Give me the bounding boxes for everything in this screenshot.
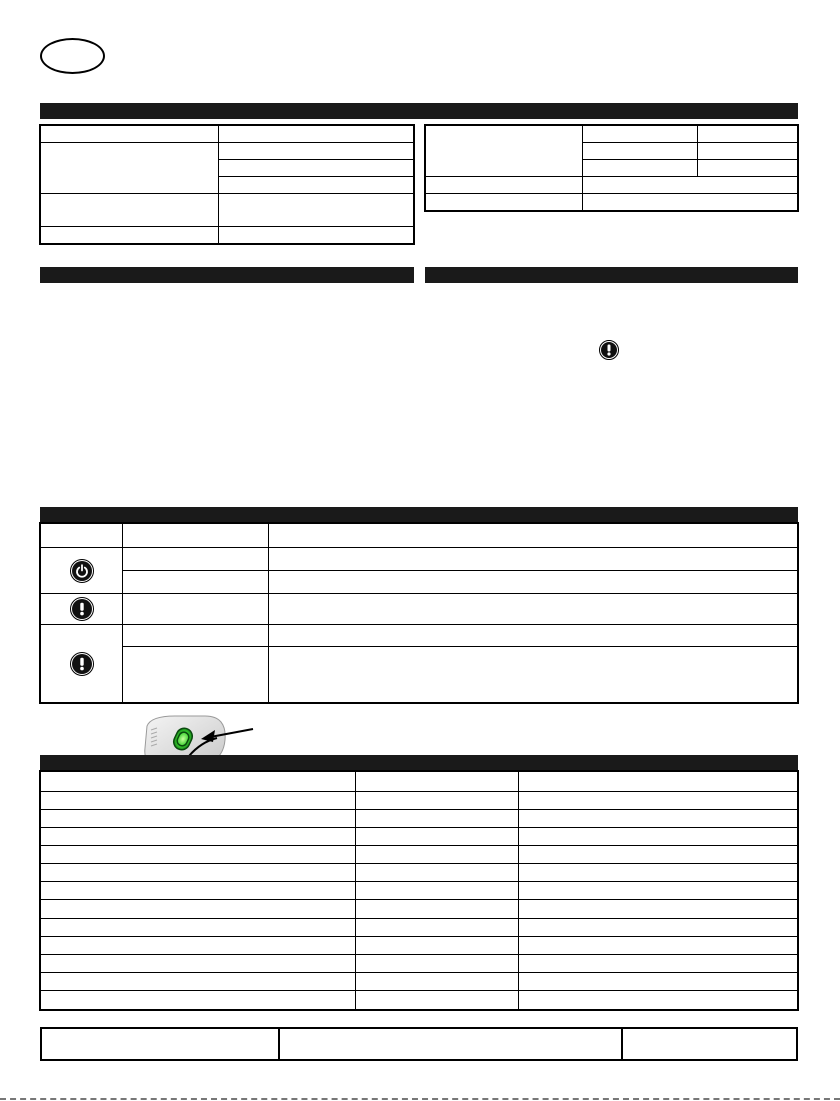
table-cell xyxy=(519,972,798,990)
table-cell xyxy=(519,864,798,882)
indicator-state-cell xyxy=(123,548,269,571)
indicator-state-cell xyxy=(123,594,269,625)
indicator-col-header xyxy=(269,524,798,548)
spec-label-cell xyxy=(41,143,219,194)
indicator-table-header-bar xyxy=(40,507,798,523)
indicator-icon-cell xyxy=(41,625,123,703)
table-cell xyxy=(519,792,798,810)
indicator-icon-cell xyxy=(41,594,123,625)
troubleshoot-table xyxy=(40,771,798,1010)
troubleshoot-col-header xyxy=(41,772,356,792)
troubleshoot-col-header xyxy=(356,772,519,792)
spec-value-cell xyxy=(583,160,698,177)
table-cell xyxy=(356,990,519,1009)
spec-value-cell xyxy=(698,160,798,177)
indicator-state-cell xyxy=(123,571,269,594)
indicator-state-cell xyxy=(123,625,269,647)
spec-label-cell xyxy=(41,194,219,227)
table-cell xyxy=(41,918,356,936)
troubleshoot-col-header xyxy=(519,772,798,792)
indicator-state-cell xyxy=(123,647,269,703)
table-cell xyxy=(41,900,356,918)
table-cell xyxy=(41,810,356,828)
table-cell xyxy=(519,828,798,846)
table-cell xyxy=(519,936,798,954)
exclamation-icon xyxy=(70,652,94,676)
spec-table-left xyxy=(40,125,414,244)
section-header-bar-right xyxy=(425,267,798,283)
table-cell xyxy=(356,864,519,882)
spec-value-cell xyxy=(219,227,414,244)
table-cell xyxy=(519,990,798,1009)
spec-label-cell xyxy=(426,194,583,211)
indicator-col-header xyxy=(41,524,123,548)
spec-value-cell xyxy=(219,143,414,160)
table-cell xyxy=(519,846,798,864)
spec-value-cell xyxy=(583,143,698,160)
table-cell xyxy=(41,972,356,990)
indicator-description-cell xyxy=(269,594,798,625)
spec-label-cell xyxy=(41,126,219,143)
table-cell xyxy=(41,882,356,900)
indicator-col-header xyxy=(123,524,269,548)
table-cell xyxy=(41,846,356,864)
table-cell xyxy=(356,846,519,864)
indicator-icon-cell xyxy=(41,548,123,594)
indicator-status-table xyxy=(40,523,798,703)
spec-value-cell xyxy=(583,194,798,211)
table-cell xyxy=(41,990,356,1009)
page-cut-line xyxy=(0,1098,840,1100)
spec-value-cell xyxy=(583,177,798,194)
language-badge xyxy=(40,38,105,74)
indicator-description-cell xyxy=(269,625,798,647)
indicator-description-cell xyxy=(269,571,798,594)
table-cell xyxy=(41,792,356,810)
exclamation-icon xyxy=(70,597,94,621)
indicator-description-cell xyxy=(269,647,798,703)
indicator-description-cell xyxy=(269,548,798,571)
power-icon xyxy=(70,559,94,583)
spec-value-cell xyxy=(219,194,414,227)
spec-value-cell xyxy=(698,143,798,160)
table-cell xyxy=(41,828,356,846)
spec-value-cell xyxy=(219,177,414,194)
table-cell xyxy=(356,936,519,954)
spec-table-right xyxy=(425,125,798,211)
footer-cell xyxy=(42,1029,280,1059)
table-cell xyxy=(356,810,519,828)
table-cell xyxy=(41,936,356,954)
table-cell xyxy=(41,864,356,882)
table-cell xyxy=(41,954,356,972)
section-header-bar-specs xyxy=(40,103,798,119)
table-cell xyxy=(519,918,798,936)
table-cell xyxy=(356,900,519,918)
spec-value-cell xyxy=(219,160,414,177)
inline-exclamation-icon xyxy=(599,340,619,360)
table-cell xyxy=(519,882,798,900)
table-cell xyxy=(519,954,798,972)
spec-value-cell xyxy=(698,126,798,143)
table-cell xyxy=(356,792,519,810)
table-cell xyxy=(356,972,519,990)
spec-label-cell xyxy=(41,227,219,244)
spec-value-cell xyxy=(583,126,698,143)
footer-cell xyxy=(280,1029,623,1059)
table-cell xyxy=(356,918,519,936)
table-cell xyxy=(356,954,519,972)
section-header-bar-left xyxy=(40,267,414,283)
footer-cell xyxy=(623,1029,796,1059)
table-cell xyxy=(356,882,519,900)
table-cell xyxy=(519,810,798,828)
spec-label-cell xyxy=(426,177,583,194)
footer-info-box xyxy=(40,1027,798,1061)
troubleshoot-table-header-bar xyxy=(40,755,798,771)
table-cell xyxy=(519,900,798,918)
table-cell xyxy=(356,828,519,846)
spec-value-cell xyxy=(219,126,414,143)
spec-label-cell xyxy=(426,126,583,177)
